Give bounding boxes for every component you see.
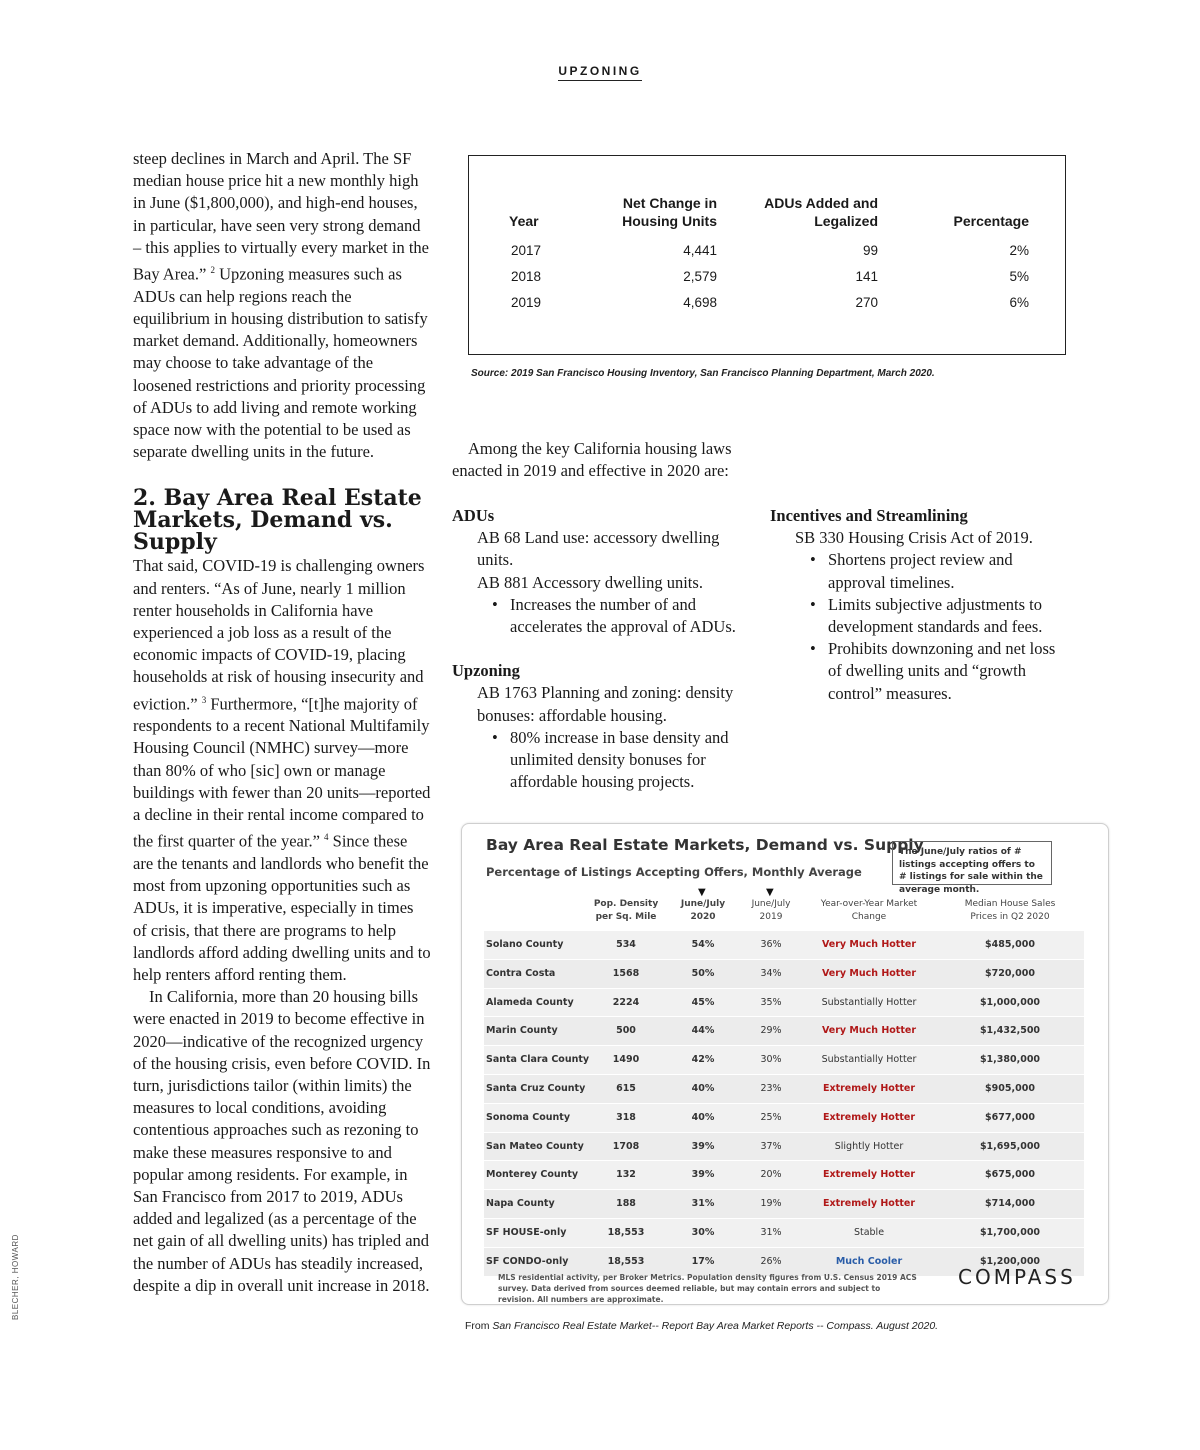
table-cell: 4,698 — [683, 294, 717, 310]
market-cell-price: $675,000 — [985, 1169, 1035, 1181]
market-cell-price: $1,000,000 — [979, 996, 1041, 1008]
table-cell: 4,441 — [683, 242, 717, 258]
market-cell-y2020: 50% — [691, 967, 715, 979]
table-cell: 2,579 — [683, 268, 717, 284]
table-cell: 2019 — [511, 294, 542, 310]
market-cell-y2019: 34% — [760, 967, 782, 979]
market-cell-density: 1708 — [612, 1140, 640, 1152]
market-cell-density: 188 — [616, 1198, 636, 1210]
market-cell-y2019: 29% — [760, 1025, 782, 1037]
law-ab881-bullet: • Increases the number of and accelerates the approval of ADUs. — [452, 594, 752, 638]
market-row — [484, 988, 1084, 1017]
upzoning-heading: Upzoning — [452, 661, 520, 681]
col-percentage: Percentage — [953, 213, 1029, 229]
table-cell: 2017 — [511, 242, 542, 258]
paragraph-3: In California, more than 20 housing bills were enacted in 2019 to become effective in 2020—indicative of the recognized urgency of the housing crisis, even before COVID. In turn, jurisdictions tailor (within limits) the measures to local conditions, avoiding contentious approaches such as rezoning to make these measures responsive to and popular among residents. For example, in San Francisco from 2017 to 2019, ADUs added and legalized (as a percentage of the net gain of all dwelling units) has tripled and the number of ADUs has steadily increased, despite a dip in overall unit increase in 2018. — [133, 987, 431, 1295]
figure-caption: From San Francisco Real Estate Market-- Report Bay Area Market Reports -- Compass. August 2020. — [465, 1320, 939, 1332]
market-cell-change: Very Much Hotter — [821, 967, 917, 979]
market-cell-density: 132 — [616, 1169, 636, 1181]
market-cell-density: 318 — [616, 1111, 636, 1123]
market-cell-y2019: 36% — [760, 939, 782, 950]
adu-table-box — [468, 155, 1066, 355]
market-cell-density: 1490 — [612, 1054, 640, 1066]
market-cell-county: San Mateo County — [486, 1140, 584, 1152]
table-row — [509, 264, 1029, 290]
table-cell: 99 — [862, 242, 878, 258]
market-cell-density: 18,553 — [607, 1255, 645, 1267]
market-cell-y2020: 40% — [691, 1082, 715, 1094]
market-cell-density: 615 — [616, 1082, 636, 1094]
law-sb330: SB 330 Housing Crisis Act of 2019. — [795, 528, 1033, 548]
header-change: Year-over-Year Market Change — [820, 899, 918, 922]
adus-heading: ADUs — [452, 506, 495, 525]
paragraph-1: steep declines in March and April. The SF median house price hit a new monthly high in June ($1,800,000), and high-end houses, in particular, have seen very strong demand – this applies to virtually every market in the Bay Area.” $^2$ Upzoning measures such as ADUs can help regions reach the equilibrium in housing distribution to satisfy market demand. Additionally, homeowners may choose to take advantage of the loosened restrictions and priority processing of ADUs to add living and remote working space now with the potential to be used as separate dwelling units in the future. — [133, 149, 430, 462]
market-cell-y2020: 45% — [691, 996, 715, 1008]
market-cell-change: Stable — [853, 1226, 885, 1238]
market-cell-y2020: 39% — [691, 1169, 715, 1181]
market-cell-change: Slightly Hotter — [834, 1140, 904, 1152]
market-cell-change: Extremely Hotter — [822, 1111, 916, 1123]
market-cell-price: $1,700,000 — [979, 1226, 1041, 1238]
market-cell-price: $485,000 — [985, 939, 1035, 950]
market-cell-y2019: 19% — [760, 1198, 782, 1210]
compass-logo: COMPASS — [958, 1265, 1076, 1289]
figure-footnote: MLS residential activity, per Broker Metrics. Population density figures from U.S. Census 2019 ACS survey. Data derived from sources deemed reliable, but may contain errors and subject to revision. All numbers are approximate. — [498, 1273, 917, 1304]
market-cell-county: Santa Clara County — [486, 1054, 590, 1066]
market-figure — [461, 823, 1109, 1305]
market-cell-price: $720,000 — [985, 967, 1035, 979]
market-cell-change: Very Much Hotter — [821, 939, 917, 950]
table-cell: 2% — [1009, 242, 1029, 258]
header-price: Median House Sales Prices in Q2 2020 — [964, 899, 1056, 922]
market-table — [484, 887, 1084, 1276]
table-cell: 5% — [1009, 268, 1029, 284]
market-cell-y2019: 23% — [760, 1082, 782, 1094]
author-credit: BLECHER, HOWARD — [11, 1234, 20, 1320]
table-source: Source: 2019 San Francisco Housing Inventory, San Francisco Planning Department, March 2020. — [471, 368, 935, 379]
law-ab1763: AB 1763 Planning and zoning: density bonuses: affordable housing. — [477, 683, 734, 725]
market-cell-y2019: 37% — [760, 1140, 782, 1152]
market-cell-change: Substantially Hotter — [821, 996, 917, 1008]
market-row — [484, 1074, 1084, 1103]
law-sb330-bullet-1: • Shortens project review and approval timelines. — [770, 549, 1070, 593]
market-cell-y2020: 42% — [691, 1054, 715, 1066]
market-cell-county: Monterey County — [486, 1169, 579, 1181]
table-row — [509, 238, 1029, 264]
market-table-header — [484, 887, 1084, 930]
table-cell: 6% — [1009, 294, 1029, 310]
market-cell-y2019: 35% — [760, 996, 782, 1008]
market-cell-y2020: 54% — [691, 939, 715, 950]
table-cell: 270 — [855, 294, 878, 310]
market-cell-y2020: 40% — [691, 1111, 715, 1123]
market-cell-density: 534 — [616, 939, 636, 950]
market-row — [484, 1189, 1084, 1218]
laws-intro: Among the key California housing laws enacted in 2019 and effective in 2020 are: — [452, 439, 732, 481]
market-cell-change: Extremely Hotter — [822, 1082, 916, 1094]
main-column — [133, 148, 431, 1297]
market-cell-county: Napa County — [486, 1198, 555, 1210]
market-cell-county: Santa Cruz County — [486, 1082, 586, 1094]
table-row — [509, 290, 1029, 316]
header-2020: ▼ June/July 2020 — [680, 887, 726, 922]
market-row — [484, 1160, 1084, 1189]
arrow-down-icon: ▼ — [766, 887, 774, 898]
market-cell-county: Marin County — [486, 1025, 558, 1037]
market-cell-price: $1,695,000 — [979, 1140, 1041, 1152]
market-cell-y2019: 31% — [760, 1226, 782, 1238]
market-cell-y2019: 30% — [760, 1054, 782, 1066]
market-cell-county: Contra Costa — [486, 967, 556, 979]
market-cell-change: Extremely Hotter — [822, 1169, 916, 1181]
market-cell-y2020: 31% — [691, 1198, 715, 1210]
market-cell-change: Very Much Hotter — [821, 1025, 917, 1037]
market-cell-price: $905,000 — [985, 1082, 1035, 1094]
market-cell-density: 1568 — [612, 967, 640, 979]
law-ab1763-bullet: • 80% increase in base density and unlimited density bonuses for affordable housing projects. — [452, 727, 752, 794]
laws-column-left — [452, 505, 752, 793]
figure-note: The June/July ratios of # listings accepting offers to # listings for sale within the average month. — [892, 841, 1052, 885]
incentives-heading: Incentives and Streamlining — [770, 506, 968, 525]
col-adus: ADUs Added and Legalized — [764, 195, 878, 229]
market-cell-change: Extremely Hotter — [822, 1198, 916, 1210]
market-cell-price: $1,380,000 — [979, 1054, 1041, 1066]
arrow-down-icon: ▼ — [698, 887, 706, 898]
market-cell-density: 18,553 — [607, 1226, 645, 1238]
market-cell-price: $714,000 — [985, 1198, 1035, 1210]
adu-table — [509, 194, 1029, 316]
paragraph-2: That said, COVID-19 is challenging owners and renters. “As of June, nearly 1 million renter households in California have experienced a job loss as a result of the economic impacts of COVID-19, placing households at risk of housing insecurity and eviction.” $^3$ Furthermore, “[t]he majority of respondents to a recent National Multifamily Housing Council (NMHC) survey—more than 80% of who [sic] own or manage buildings with fewer than 20 units—reported a decline in their rental income compared to the first quarter of the year.” $^4$ Since these are the tenants and landlords who benefit the most from upzoning opportunities such as ADUs, it is imperative, especially in times of crisis, that there are programs to help landlords afford adding dwelling units and to help renters afford renting them. — [133, 556, 431, 984]
law-sb330-bullet-2: • Limits subjective adjustments to development standards and fees. — [770, 594, 1070, 638]
market-cell-density: 2224 — [612, 996, 640, 1008]
header-density: Pop. Density per Sq. Mile — [593, 899, 659, 922]
header-2019: ▼ June/July 2019 — [751, 887, 791, 922]
market-cell-density: 500 — [616, 1025, 636, 1037]
market-cell-y2019: 25% — [760, 1111, 782, 1123]
law-sb330-bullet-3: • Prohibits downzoning and net loss of dwelling units and “growth control” measures. — [770, 638, 1070, 705]
market-row — [484, 959, 1084, 988]
figure-subtitle: Percentage of Listings Accepting Offers, Monthly Average — [486, 865, 862, 879]
market-row — [484, 930, 1084, 959]
market-cell-price: $1,432,500 — [979, 1025, 1041, 1037]
section-heading: 2. Bay Area Real Estate Markets, Demand vs. Supply — [133, 485, 422, 556]
market-cell-y2019: 26% — [760, 1255, 782, 1267]
market-cell-change: Much Cooler — [835, 1255, 903, 1267]
table-cell: 2018 — [511, 268, 542, 284]
market-table-body — [484, 930, 1084, 1276]
market-cell-y2019: 20% — [760, 1169, 782, 1181]
market-row — [484, 1218, 1084, 1247]
market-cell-county: Alameda County — [486, 996, 574, 1008]
market-cell-price: $677,000 — [985, 1111, 1035, 1123]
col-net-change: Net Change in Housing Units — [622, 195, 717, 229]
market-cell-county: Solano County — [486, 939, 564, 950]
market-cell-y2020: 39% — [691, 1140, 715, 1152]
section-header: UPZONING — [0, 62, 1200, 80]
market-cell-county: SF CONDO-only — [486, 1255, 569, 1267]
law-ab68: AB 68 Land use: accessory dwelling units. — [477, 528, 720, 570]
col-year: Year — [509, 213, 539, 229]
figure-title: Bay Area Real Estate Markets, Demand vs. Supply — [486, 836, 924, 854]
market-row — [484, 1103, 1084, 1132]
market-cell-y2020: 30% — [691, 1226, 715, 1238]
market-cell-y2020: 44% — [691, 1025, 715, 1037]
laws-column-right — [770, 505, 1070, 705]
market-cell-y2020: 17% — [691, 1255, 715, 1267]
market-cell-county: Sonoma County — [486, 1111, 571, 1123]
market-cell-price: $1,200,000 — [979, 1255, 1041, 1267]
market-row — [484, 1016, 1084, 1045]
market-cell-change: Substantially Hotter — [821, 1054, 917, 1066]
law-ab881: AB 881 Accessory dwelling units. — [477, 572, 703, 592]
market-cell-county: SF HOUSE-only — [486, 1226, 567, 1238]
market-row — [484, 1045, 1084, 1074]
market-row — [484, 1132, 1084, 1161]
table-cell: 141 — [855, 268, 878, 284]
